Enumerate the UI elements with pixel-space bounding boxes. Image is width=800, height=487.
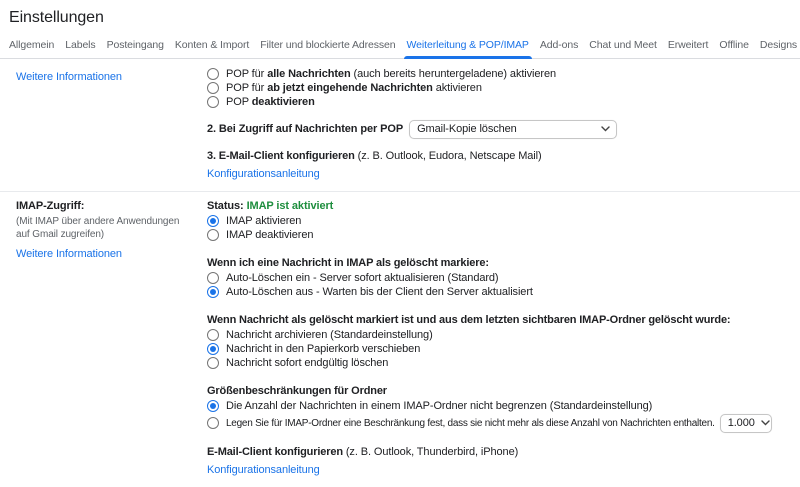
imap-client-row bbox=[207, 446, 798, 460]
pop-config-guide-link[interactable]: Konfigurationsanleitung bbox=[207, 168, 320, 180]
radio-icon[interactable] bbox=[207, 96, 219, 108]
radio-label: POP deaktivieren bbox=[226, 96, 315, 108]
auto-expunge-off-option[interactable] bbox=[207, 285, 798, 299]
radio-label: Nachricht archivieren (Standardeinstellung) bbox=[226, 329, 433, 341]
radio-label: Auto-Löschen aus - Warten bis der Client den Server aktualisiert bbox=[226, 286, 533, 298]
page-title: Einstellungen bbox=[9, 9, 104, 26]
imap-status-label: Status: bbox=[207, 200, 244, 212]
tab-weiterleitung-pop-imap[interactable]: Weiterleitung & POP/IMAP bbox=[406, 39, 529, 51]
folder-limit-select[interactable] bbox=[720, 414, 772, 433]
imap-section-left bbox=[0, 200, 207, 478]
radio-label: IMAP aktivieren bbox=[226, 215, 302, 227]
pop-step2-label: 2. Bei Zugriff auf Nachrichten per POP bbox=[207, 123, 404, 135]
group-heading: Wenn Nachricht als gelöscht markiert ist und aus dem letzten sichtbaren IMAP-Ordner gelöscht wurde: bbox=[207, 314, 731, 326]
settings-tabs bbox=[0, 27, 800, 59]
chevron-down-icon bbox=[761, 420, 770, 426]
radio-label: POP für alle Nachrichten (auch bereits heruntergeladene) aktivieren bbox=[226, 68, 557, 80]
tab-konten-import[interactable]: Konten & Import bbox=[174, 39, 250, 51]
archive-message-option[interactable] bbox=[207, 328, 798, 342]
radio-icon[interactable] bbox=[207, 286, 219, 298]
radio-icon[interactable] bbox=[207, 82, 219, 94]
radio-label: Legen Sie für IMAP-Ordner eine Beschränkung fest, dass sie nicht mehr als diese Anzahl von Nachrichten enthalten. bbox=[226, 417, 715, 429]
imap-folder-size-group bbox=[207, 385, 798, 433]
tab-designs[interactable]: Designs bbox=[759, 39, 798, 51]
imap-client-hint: (z. B. Outlook, Thunderbird, iPhone) bbox=[342, 446, 519, 458]
imap-status-value: IMAP ist aktiviert bbox=[246, 200, 334, 212]
trash-message-option[interactable] bbox=[207, 342, 798, 356]
radio-icon[interactable] bbox=[207, 417, 219, 429]
pop-step3-label: 3. E-Mail-Client konfigurieren bbox=[207, 150, 355, 162]
radio-label: Nachricht sofort endgültig löschen bbox=[226, 357, 389, 369]
auto-expunge-on-option[interactable] bbox=[207, 271, 798, 285]
select-value: 1.000 bbox=[727, 417, 755, 429]
pop-option-all-messages[interactable] bbox=[207, 67, 798, 81]
tab-addons[interactable]: Add-ons bbox=[539, 39, 579, 51]
imap-client-label: E-Mail-Client konfigurieren bbox=[207, 446, 343, 458]
radio-label: POP für ab jetzt eingehende Nachrichten aktivieren bbox=[226, 82, 482, 94]
tab-labels[interactable]: Labels bbox=[65, 39, 96, 51]
imap-status bbox=[207, 200, 798, 214]
imap-section bbox=[0, 191, 800, 487]
radio-icon[interactable] bbox=[207, 400, 219, 412]
pop-option-disable[interactable] bbox=[207, 95, 798, 109]
imap-section-right bbox=[207, 200, 800, 478]
imap-section-title: IMAP-Zugriff: bbox=[16, 200, 85, 212]
radio-label: IMAP deaktivieren bbox=[226, 229, 314, 241]
group-heading: Größenbeschränkungen für Ordner bbox=[207, 385, 387, 397]
delete-forever-option[interactable] bbox=[207, 356, 798, 370]
imap-disable-option[interactable] bbox=[207, 228, 798, 242]
tab-allgemein[interactable]: Allgemein bbox=[9, 39, 55, 51]
imap-delete-mark-group bbox=[207, 257, 798, 299]
no-limit-option[interactable] bbox=[207, 399, 798, 413]
chevron-down-icon bbox=[601, 126, 610, 132]
group-heading: Wenn ich eine Nachricht in IMAP als gelöscht markiere: bbox=[207, 257, 489, 269]
imap-enable-option[interactable] bbox=[207, 214, 798, 228]
radio-icon[interactable] bbox=[207, 229, 219, 241]
pop-section-left bbox=[0, 67, 207, 182]
radio-label: Die Anzahl der Nachrichten in einem IMAP-Ordner nicht begrenzen (Standardeinstellung) bbox=[226, 400, 653, 412]
tab-offline[interactable]: Offline bbox=[719, 39, 749, 51]
imap-more-info-link[interactable]: Weitere Informationen bbox=[16, 248, 122, 260]
tab-posteingang[interactable]: Posteingang bbox=[106, 39, 164, 51]
tab-erweitert[interactable]: Erweitert bbox=[667, 39, 709, 51]
pop-section-right bbox=[207, 67, 800, 182]
radio-icon[interactable] bbox=[207, 272, 219, 284]
select-value: Gmail-Kopie löschen bbox=[417, 123, 517, 135]
radio-icon[interactable] bbox=[207, 68, 219, 80]
imap-section-subtitle: (Mit IMAP über andere Anwendungen auf Gmail zugreifen) bbox=[16, 216, 180, 240]
radio-icon[interactable] bbox=[207, 343, 219, 355]
limit-option[interactable] bbox=[207, 413, 798, 433]
tab-filter[interactable]: Filter und blockierte Adressen bbox=[260, 39, 396, 51]
radio-icon[interactable] bbox=[207, 215, 219, 227]
pop-step2-row bbox=[207, 119, 798, 139]
pop-action-select[interactable] bbox=[409, 120, 617, 139]
imap-config-guide-link[interactable]: Konfigurationsanleitung bbox=[207, 464, 320, 476]
pop-step3-hint: (z. B. Outlook, Eudora, Netscape Mail) bbox=[354, 150, 542, 162]
settings-content bbox=[0, 59, 800, 487]
pop-step3-row bbox=[207, 150, 798, 164]
pop-section bbox=[0, 59, 800, 191]
pop-option-from-now[interactable] bbox=[207, 81, 798, 95]
radio-label: Nachricht in den Papierkorb verschieben bbox=[226, 343, 421, 355]
tab-chat-meet[interactable]: Chat und Meet bbox=[589, 39, 657, 51]
radio-label: Auto-Löschen ein - Server sofort aktualisieren (Standard) bbox=[226, 272, 499, 284]
pop-more-info-link[interactable]: Weitere Informationen bbox=[16, 71, 122, 83]
radio-icon[interactable] bbox=[207, 357, 219, 369]
radio-icon[interactable] bbox=[207, 329, 219, 341]
imap-purge-group bbox=[207, 314, 798, 370]
